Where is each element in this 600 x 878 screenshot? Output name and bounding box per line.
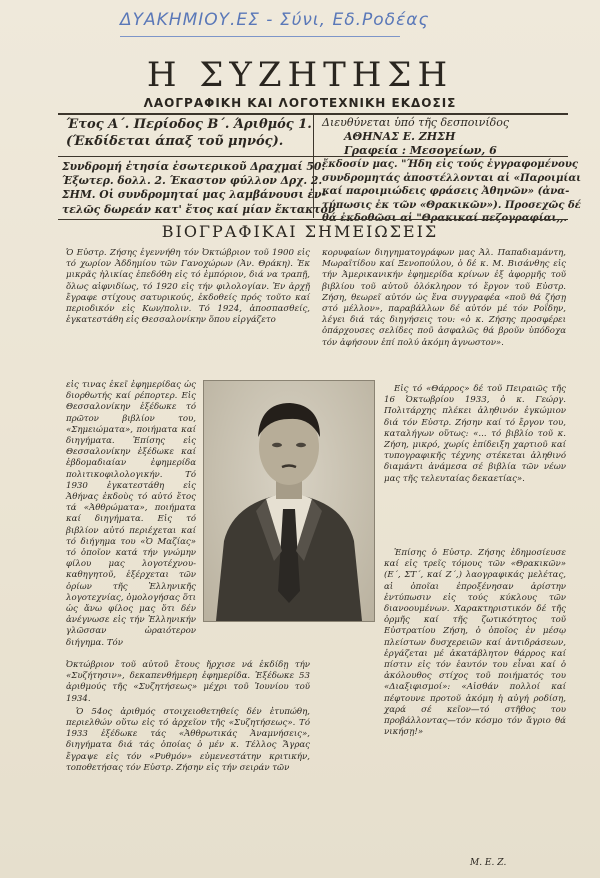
masthead-subtitle: ΛΑΟΓΡΑΦΙΚΗ ΚΑΙ ΛΟΓΟΤΕΧΝΙΚΗ ΕΚΔΟΣΙΣ (143, 96, 457, 110)
left-paragraph-4: Ὁ 54ος ἀριθμός στοιχειοθετηθείς δέν ἐτυπώθη, περιελθών οὕτω εἰς τό ἀρχεῖον τῆς «Συζητήσεως». Τό 1933 ἐξέδωκε τάς «Ἀθθρωτικάς Ἀναμνήσεις», διηγήματα διά τάς ὁποίας ὁ μέν κ. Τέλλος Ἄγρας ἔγραψε εἰς τόν «Ρυθμόν» εὐμενεστάτην κριτικήν, τοποθετήσας τόν Εὐστρ. Ζήσην εἰς τήν σειράν τῶν (66, 706, 310, 773)
direction-line-1: Διευθύνεται ὑπό τῆς δεσποινίδος (322, 116, 510, 129)
handwriting-underline (120, 36, 400, 37)
left-paragraph-3: Ὀκτώβριον τοῦ αὐτοῦ ἔτους ἤρχισε νά ἐκδίδῃ τήν «Συζήτησιν», δεκαπενθήμερη ἐφημερίδα. Ἐξέδωκε 53 ἀριθμούς τῆς «Συζητήσεως» μέχρι τοῦ Ἰουνίου τοῦ 1934. (66, 660, 310, 704)
subscription-right-2: συνδρομητάς ἀποστέλλονται αἱ «Παροιμίαι (322, 171, 582, 184)
portrait-man-icon (204, 381, 374, 621)
director-name: ΑΘΗΝΑΣ Ε. ΖΗΣΗ (344, 130, 456, 143)
right-paragraph-1: κορυφαίων διηγηματογράφων μας Ἀλ. Παπαδιαμάντη, Μωραϊτίδου καί Ξενοπούλου, ὁ δέ κ. Μ. Βισάνθης εἰς τήν Ἀμερικανικήν ἐφημερίδα κρίνων ἐξ ἀφορμῆς τοῦ βιβλίου τοῦ αὐτοῦ ὁλόκληρον τό ἔργον τοῦ Εὐστρ. Ζήση, θεωρεῖ αὐτόν ὡς ἕνα συγγραφέα «ποῦ θά ζήσῃ στό μέλλον», παραβάλλων δέ αὐτόν μέ τόν Ροΐδην, λέγει διά τάς διηγήσεις του: «ὁ κ. Ζήσης προσφέρει ὁπάρχουσες σελίδες ποῦ ἀσφαλῶς θά βροῦν ὑπόδοχα τόν ἀφήσουν ἐπί πολύ ἀκόμη ἀγνωστον». (322, 248, 566, 348)
subscription-right-5: θά ἐκδοθῶσι αἱ "Θρακικαί πεζογραφίαι,,. (322, 212, 568, 225)
right-column-lower (384, 548, 566, 738)
office-address: Γραφεία : Μεσογείων, 6 (344, 144, 497, 157)
left-column-top (66, 248, 310, 326)
issue-info (66, 116, 312, 150)
issue-line-2: (Έκδίδεται άπαξ τοῦ μηνός). (66, 134, 284, 149)
subscription-divider (313, 156, 314, 218)
header-divider (313, 114, 314, 156)
subscription-note-1: ΣΗΜ. Οἱ συνδρομηταί μας λαμβάνουσι ἐν- (62, 188, 326, 202)
right-paragraph-3: Ἐπίσης ὁ Εὐστρ. Ζήσης ἐδημοσίευσε καί εἰς τρεῖς τόμους τῶν «Θρακικῶν» (Ε΄, ΣΤ΄, καί Ζ΄,) λαογραφικάς μελέτας, αἱ ὁποῖαι ἐπροξένησαν ἀρίστην ἐντύπωσιν εἰς τούς κύκλους τῶν διανοουμένων. Χαρακτηριστικόν δέ τῆς ὁρμῆς καί τῆς ζωτικότητος τοῦ Εὐστρατίου Ζήση, ὁ ὁποῖος ἐν μέσῳ πλείστων δυσχερειῶν καί ἀντιδράσεων, ἐργάζεται μέ ἀκατάβλητον θάρρος καί πίστιν εἰς τόν ἑαυτόν του εἶναι καί ὁ ἀκόλουθος στίχος τοῦ ποιήματός του «Διαξιφισμοί»: «Αἰσθάν πολλοί καί πέφτουνε προτοῦ ἀκόμη ἡ αὐγή ροδίση, χαρά σέ κεῖον—τό στῆθος του προβάλλοντας—τόν κόσμο τόν ἄγριο θά νικήσῃ!» (384, 548, 566, 738)
direction-info (322, 116, 509, 158)
subscription-line-2: Έξωτερ. δολλ. 2. Έκαστον φύλλον Δρχ. 2. (62, 174, 323, 188)
author-portrait (203, 380, 375, 622)
right-column-top (322, 248, 566, 349)
right-paragraph-2: Εἰς τό «Θάρρος» δέ τοῦ Πειραιῶς τῆς 16 Ὀκτωβρίου 1933, ὁ κ. Γεώργ. Πολιτάρχης πλέκει ἀληθινόν ἐγκώμιον διά τόν Εὐστρ. Ζήσην καί τό ἔργον του, καταλήγων οὕτως: «... τό βιβλίο τοῦ κ. Ζήση, μικρό, χωρίς ἐπίδειξη χαρτιοῦ καί τυπογραφικῆς τέχνης στέκεται ἀληθινό διαμάντι ἀνάμεσα σέ βιβλία τῶν νέων μας τῆς τελευταίας δεκαετίας». (384, 384, 566, 484)
subscription-right-1: ἔκδοσίν μας. "Ήδη εἰς τούς ἐγγραφομένους (322, 158, 579, 170)
subscription-bottom-rule (58, 219, 568, 220)
subscription-right-4: τύπωσις ἐκ τῶν «Θρακικῶν»). Προσεχῶς δέ (322, 198, 581, 211)
handwritten-annotation: ΔΥΑΚΗΜΙΟΥ.ΕΣ - Σύνι, Εδ.Ροδέας (120, 10, 430, 30)
subscription-right-3: καί παροιμιώδεις φράσεις Ἀθηνῶν» (ἀνα- (322, 185, 570, 198)
subscription-note-2: τελῶς δωρεάν κατ' ἔτος καί μίαν ἔκτακτον (62, 202, 336, 216)
subscription-line-1: Συνδρομή ἐτησία ἐσωτερικοῦ Δραχμαί 50. (62, 160, 326, 173)
left-column-middle (66, 380, 196, 649)
issue-line-1: Έτος Α΄. Περίοδος Β΄. Άριθμός 1. (66, 117, 312, 132)
article-signature: Μ. Ε. Ζ. (470, 858, 507, 868)
section-title: ΒΙΟΓΡΑΦΙΚΑΙ ΣΗΜΕΙΩΣΕΙΣ (161, 222, 439, 241)
left-column-bottom (66, 660, 310, 774)
left-paragraph-2: εἰς τινας ἐκεῖ ἐφημερίδας ὡς διορθωτής καί ρέπορτερ. Εἰς Θεσσαλονίκην ἐξέδωκε τό πρῶτον βιβλίον του, «Σημειώματα», ποιήματα καί διηγήματα. Ἐπίσης εἰς Θεσσαλονίκην ἐξέδωκε καί ἑβδομαδιαίαν ἐφημερίδα πολιτικοφιλολογικήν. Τό 1930 ἐγκατεστάθη εἰς Ἀθήνας ἐκδοὺς τό αὐτό ἔτος τά «Ἀθθρώματα», ποιήματα καί διηγήματα. Εἰς τό βιβλίον αὐτό περιέχεται καί τό διήγημα του «Ὁ Μαζίας» τό ὁποῖον κατά τήν γνώμην φίλου μας λογοτέχνου-καθηγητοῦ, ἐξέρχεται τῶν ὁρίων τῆς Ἑλληνικῆς λογοτεχνίας, ὁμολογήσας ὅτι ὡς ἄνω φίλος μας ὅτι δέν ἀνέγνωσε εἰς τήν Ἑλληνικήν γλῶσσαν ὡραιότερον διήγημα. Τόν (66, 380, 196, 648)
subscription-extra (322, 158, 581, 226)
subscription-info (62, 160, 335, 217)
right-column-middle (384, 384, 566, 485)
masthead-title: Η ΣΥΖΗΤΗΣΗ (146, 55, 454, 95)
left-paragraph-1: Ὁ Εὐστρ. Ζήσης ἐγεννήθη τόν Ὀκτώβριον τοῦ 1900 εἰς τό χωρίον Ἀδδημίου τῶν Γανοχώρων (Ἀν. Θράκη). Ἐκ μικρᾶς ἡλικίας ἐπεδόθη εἰς τό ἐμπόριον, διά να τραπῇ, ὅλως αἰφνιδίως, τό 1920 εἰς τήν φιλολογίαν. Ἐν ἀρχῇ ἔγραφε στίχους σατυρικούς, ἐκδοθείς πρός τοῦτο καί περιοδικόν εἰς Κων/πολιν. Τό 1924, ἀποσπασθείς, ἐγκατεστάθη εἰς Θεσσαλονίκην ὅπου εἰργάζετο (66, 248, 310, 326)
